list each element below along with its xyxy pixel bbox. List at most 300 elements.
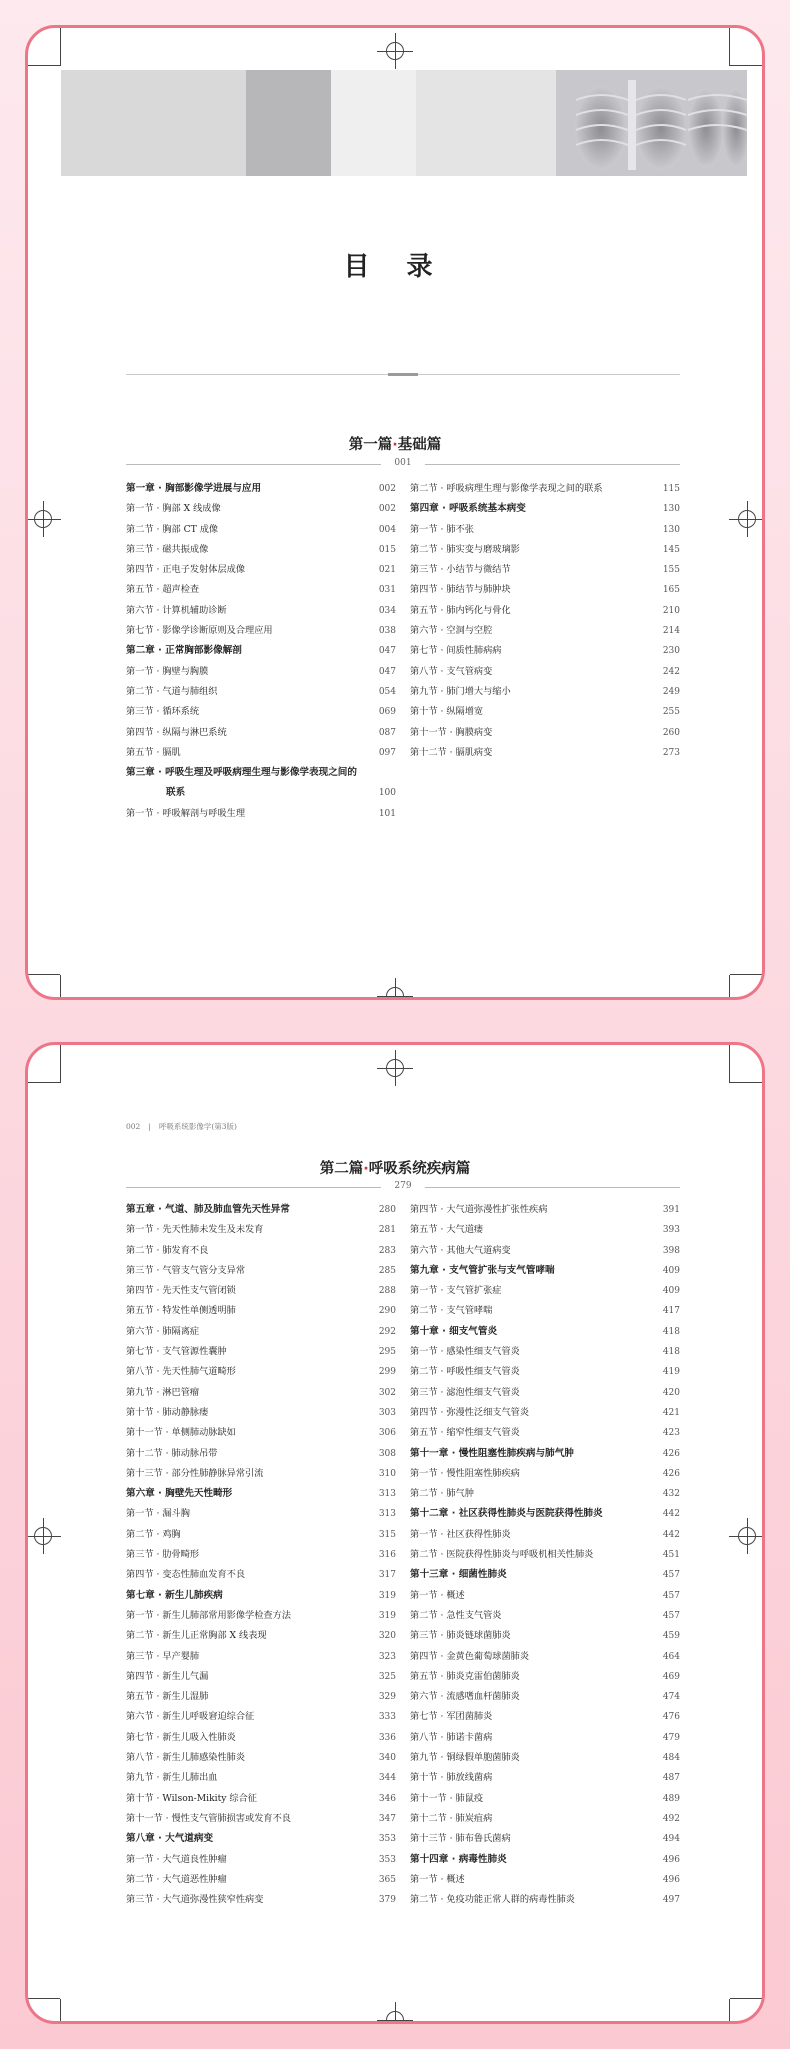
toc-section-entry[interactable] bbox=[126, 804, 396, 824]
entry-title: 第十二节 · 膈肌病变 bbox=[410, 746, 493, 758]
toc-chapter-entry[interactable] bbox=[410, 1504, 680, 1524]
toc-chapter-entry[interactable] bbox=[410, 1565, 680, 1585]
entry-page-number: 031 bbox=[378, 585, 396, 596]
entry-page-number: 214 bbox=[662, 626, 680, 637]
entry-title: 第五章 · 气道、肺及肺血管先天性异常 bbox=[126, 1204, 290, 1215]
toc-chapter-entry[interactable] bbox=[126, 479, 396, 499]
crop-mark bbox=[729, 975, 730, 997]
entry-title: 第四节 · 肺结节与肺肿块 bbox=[410, 584, 511, 596]
running-head-page: 002 bbox=[126, 1122, 141, 1131]
toc-section-entry[interactable] bbox=[126, 1890, 396, 1910]
toc-section-entry[interactable] bbox=[410, 580, 680, 600]
toc-section-entry[interactable] bbox=[126, 1728, 396, 1748]
toc-section-entry[interactable] bbox=[126, 1322, 396, 1342]
toc-section-entry[interactable] bbox=[410, 1200, 680, 1220]
entry-title: 第六节 · 肺隔离症 bbox=[126, 1325, 200, 1337]
entry-title: 第二节 · 呼吸性细支气管炎 bbox=[410, 1366, 520, 1378]
toc-section-entry[interactable] bbox=[410, 1667, 680, 1687]
entry-title: 第九节 · 淋巴管瘤 bbox=[126, 1386, 200, 1398]
banner-block bbox=[416, 70, 556, 176]
entry-title: 第九章 · 支气管扩张与支气管哮喘 bbox=[410, 1264, 555, 1276]
entry-title: 第十一章 · 慢性阻塞性肺疾病与肺气肿 bbox=[410, 1447, 574, 1459]
entry-page-number: 323 bbox=[378, 1651, 396, 1662]
toc-section-entry[interactable] bbox=[126, 1403, 396, 1423]
entry-title: 第一节 · 概述 bbox=[410, 1873, 465, 1885]
entry-title: 第六章 · 胸壁先天性畸形 bbox=[126, 1488, 233, 1500]
entry-title: 第二节 · 肺气肿 bbox=[410, 1488, 474, 1500]
part-dot: · bbox=[392, 437, 398, 453]
toc-chapter-entry[interactable] bbox=[126, 763, 396, 783]
title-divider-accent bbox=[388, 373, 418, 376]
entry-title: 第二节 · 急性支气管炎 bbox=[410, 1609, 502, 1621]
entry-title: 第四节 · 变态性肺血发育不良 bbox=[126, 1569, 246, 1581]
entry-title: 第一节 · 概述 bbox=[410, 1589, 465, 1601]
toc-section-entry[interactable] bbox=[126, 560, 396, 580]
part-label: 第二篇 bbox=[319, 1161, 364, 1177]
entry-page-number: 426 bbox=[662, 1468, 680, 1479]
entry-page-number: 379 bbox=[378, 1895, 396, 1906]
entry-page-number: 316 bbox=[378, 1550, 396, 1561]
toc-chapter-entry[interactable] bbox=[126, 641, 396, 661]
entry-title: 第四节 · 金黄色葡萄球菌肺炎 bbox=[410, 1650, 530, 1662]
toc-page-1 bbox=[25, 25, 765, 1000]
toc-section-entry[interactable] bbox=[410, 743, 680, 763]
entry-page-number: 230 bbox=[662, 646, 680, 657]
entry-page-number: 145 bbox=[662, 544, 680, 555]
part-page-number: 279 bbox=[394, 1181, 412, 1191]
toc-section-entry[interactable] bbox=[126, 1687, 396, 1707]
entry-title: 第十章 · 细支气管炎 bbox=[410, 1325, 498, 1337]
part-name: 基础篇 bbox=[397, 437, 442, 453]
toc-section-entry[interactable] bbox=[126, 1809, 396, 1829]
entry-title: 第六节 · 新生儿呼吸窘迫综合征 bbox=[126, 1711, 255, 1723]
toc-section-entry[interactable] bbox=[126, 1606, 396, 1626]
entry-page-number: 459 bbox=[662, 1631, 680, 1642]
toc-section-entry[interactable] bbox=[126, 1525, 396, 1545]
banner-block bbox=[331, 70, 416, 176]
crop-mark bbox=[60, 1999, 61, 2021]
toc-section-entry[interactable] bbox=[126, 1504, 396, 1524]
entry-title: 第九节 · 铜绿假单胞菌肺炎 bbox=[410, 1752, 520, 1764]
entry-title: 第十节 · 肺放线菌病 bbox=[410, 1772, 493, 1784]
toc-page-2 bbox=[25, 1042, 765, 2024]
toc-section-entry[interactable] bbox=[410, 1647, 680, 1667]
toc-section-entry[interactable] bbox=[126, 1748, 396, 1768]
entry-page-number: 398 bbox=[662, 1245, 680, 1256]
toc-chapter-entry[interactable] bbox=[410, 1850, 680, 1870]
entry-page-number: 336 bbox=[378, 1732, 396, 1743]
entry-page-number: 242 bbox=[662, 666, 680, 677]
entry-page-number: 155 bbox=[662, 565, 680, 576]
entry-title: 第九节 · 新生儿肺出血 bbox=[126, 1772, 218, 1784]
entry-page-number: 047 bbox=[378, 646, 396, 657]
entry-page-number: 310 bbox=[378, 1468, 396, 1479]
entry-title: 第二节 · 胸部 CT 成像 bbox=[126, 523, 219, 535]
entry-page-number: 281 bbox=[378, 1225, 396, 1236]
entry-title: 第十节 · 纵隔增宽 bbox=[410, 706, 484, 718]
registration-mark-icon bbox=[34, 510, 52, 528]
toc-section-entry[interactable] bbox=[126, 682, 396, 702]
crop-mark bbox=[28, 1082, 60, 1083]
entry-title: 第六节 · 流感嗜血杆菌肺炎 bbox=[410, 1691, 520, 1703]
entry-title: 第二节 · 免疫功能正常人群的病毒性肺炎 bbox=[410, 1894, 575, 1906]
toc-section-entry[interactable] bbox=[410, 662, 680, 682]
toc-column-left bbox=[126, 479, 396, 824]
entry-page-number: 409 bbox=[662, 1265, 680, 1276]
toc-section-entry[interactable] bbox=[126, 1362, 396, 1382]
registration-mark-icon bbox=[738, 510, 756, 528]
toc-section-entry[interactable] bbox=[126, 1281, 396, 1301]
entry-title: 第五节 · 特发性单侧透明肺 bbox=[126, 1305, 236, 1317]
entry-title: 第十二节 · 肺动脉吊带 bbox=[126, 1447, 218, 1459]
toc-section-entry[interactable] bbox=[126, 1667, 396, 1687]
entry-title: 第八节 · 新生儿肺感染性肺炎 bbox=[126, 1752, 246, 1764]
toc-section-entry[interactable] bbox=[410, 1748, 680, 1768]
toc-section-entry[interactable] bbox=[410, 1525, 680, 1545]
crop-mark bbox=[730, 65, 762, 66]
crop-mark bbox=[730, 1082, 762, 1083]
toc-section-entry[interactable] bbox=[410, 1220, 680, 1240]
entry-page-number: 047 bbox=[378, 666, 396, 677]
toc-section-entry[interactable] bbox=[126, 1383, 396, 1403]
entry-title: 第二节 · 鸡胸 bbox=[126, 1528, 181, 1540]
entry-page-number: 494 bbox=[662, 1834, 680, 1845]
toc-section-entry[interactable] bbox=[126, 499, 396, 519]
toc-chapter-entry[interactable] bbox=[126, 1586, 396, 1606]
entry-title: 第六节 · 计算机辅助诊断 bbox=[126, 604, 227, 616]
toc-section-entry[interactable] bbox=[410, 621, 680, 641]
toc-section-entry[interactable] bbox=[410, 1301, 680, 1321]
entry-title: 第二节 · 肺发育不良 bbox=[126, 1244, 209, 1256]
entry-page-number: 260 bbox=[662, 727, 680, 738]
entry-page-number: 101 bbox=[378, 808, 396, 819]
toc-section-entry[interactable] bbox=[126, 1565, 396, 1585]
toc-section-entry[interactable] bbox=[126, 580, 396, 600]
toc-section-entry[interactable] bbox=[410, 1890, 680, 1910]
entry-page-number: 034 bbox=[378, 605, 396, 616]
entry-page-number: 484 bbox=[662, 1753, 680, 1764]
entry-title: 第四节 · 先天性支气管闭锁 bbox=[126, 1285, 236, 1297]
toc-section-entry[interactable] bbox=[410, 1707, 680, 1727]
entry-page-number: 315 bbox=[378, 1529, 396, 1540]
registration-mark-icon bbox=[34, 1527, 52, 1545]
entry-page-number: 100 bbox=[378, 788, 396, 799]
toc-section-entry[interactable] bbox=[410, 601, 680, 621]
toc-section-entry[interactable] bbox=[410, 702, 680, 722]
toc-section-entry[interactable] bbox=[410, 540, 680, 560]
toc-section-entry[interactable] bbox=[126, 1423, 396, 1443]
entry-page-number: 115 bbox=[662, 484, 680, 494]
registration-mark-icon bbox=[738, 1527, 756, 1545]
entry-page-number: 353 bbox=[378, 1854, 396, 1865]
entry-page-number: 393 bbox=[662, 1225, 680, 1236]
toc-section-entry[interactable] bbox=[410, 682, 680, 702]
registration-mark-icon bbox=[386, 42, 404, 60]
entry-title: 第二节 · 大气道恶性肿瘤 bbox=[126, 1873, 227, 1885]
entry-title: 第二节 · 新生儿正常胸部 X 线表现 bbox=[126, 1630, 267, 1642]
toc-section-entry[interactable] bbox=[126, 1870, 396, 1890]
banner-block bbox=[61, 70, 246, 176]
toc-section-entry[interactable] bbox=[126, 1444, 396, 1464]
entry-title: 第一节 · 胸部 X 线成像 bbox=[126, 503, 221, 515]
entry-page-number: 457 bbox=[662, 1610, 680, 1621]
toc-section-entry[interactable] bbox=[410, 1789, 680, 1809]
toc-section-entry[interactable] bbox=[126, 723, 396, 743]
toc-section-entry[interactable] bbox=[410, 1829, 680, 1849]
entry-title: 第八节 · 支气管病变 bbox=[410, 665, 493, 677]
entry-page-number: 487 bbox=[662, 1773, 680, 1784]
entry-page-number: 423 bbox=[662, 1428, 680, 1439]
entry-title: 第一章 · 胸部影像学进展与应用 bbox=[126, 483, 262, 494]
entry-title: 第八节 · 先天性肺气道畸形 bbox=[126, 1366, 236, 1378]
entry-title: 第三章 · 呼吸生理及呼吸病理生理与影像学表现之间的 bbox=[126, 767, 357, 779]
entry-page-number: 476 bbox=[662, 1712, 680, 1723]
toc-section-entry[interactable] bbox=[410, 1423, 680, 1443]
part-dot: · bbox=[363, 1161, 369, 1177]
entry-title: 第五节 · 大气道瘘 bbox=[410, 1224, 484, 1236]
toc-section-entry[interactable] bbox=[126, 1220, 396, 1240]
entry-title: 第一节 · 胸壁与胸膜 bbox=[126, 665, 209, 677]
entry-page-number: 319 bbox=[378, 1590, 396, 1601]
entry-title: 第七节 · 新生儿吸入性肺炎 bbox=[126, 1731, 236, 1743]
part-title bbox=[28, 1157, 762, 1178]
toc-section-entry[interactable] bbox=[410, 1342, 680, 1362]
toc-section-entry[interactable] bbox=[126, 702, 396, 722]
entry-page-number: 319 bbox=[378, 1610, 396, 1621]
toc-section-entry[interactable] bbox=[410, 1586, 680, 1606]
part-divider bbox=[126, 1187, 381, 1188]
toc-section-entry[interactable] bbox=[410, 1362, 680, 1382]
toc-section-entry[interactable] bbox=[126, 1301, 396, 1321]
entry-title: 第三节 · 早产婴肺 bbox=[126, 1650, 200, 1662]
toc-section-entry[interactable] bbox=[126, 662, 396, 682]
running-head bbox=[126, 1121, 245, 1132]
entry-title: 第七章 · 新生儿肺疾病 bbox=[126, 1589, 223, 1601]
entry-title: 第十一节 · 慢性支气管肺损害或发育不良 bbox=[126, 1812, 291, 1824]
entry-title: 第三节 · 循环系统 bbox=[126, 706, 200, 718]
toc-section-entry[interactable] bbox=[126, 1789, 396, 1809]
toc-chapter-entry[interactable] bbox=[410, 1444, 680, 1464]
toc-section-entry[interactable] bbox=[410, 1241, 680, 1261]
entry-title: 第三节 · 滤泡性细支气管炎 bbox=[410, 1386, 520, 1398]
entry-page-number: 165 bbox=[662, 585, 680, 596]
entry-page-number: 038 bbox=[378, 626, 396, 637]
toc-section-entry[interactable] bbox=[126, 1850, 396, 1870]
entry-page-number: 313 bbox=[378, 1489, 396, 1500]
entry-page-number: 457 bbox=[662, 1590, 680, 1601]
entry-title: 第五节 · 缩窄性细支气管炎 bbox=[410, 1427, 520, 1439]
entry-page-number: 210 bbox=[662, 605, 680, 616]
entry-title: 第五节 · 新生儿湿肺 bbox=[126, 1691, 209, 1703]
entry-title: 第三节 · 大气道弥漫性狭窄性病变 bbox=[126, 1894, 264, 1906]
entry-page-number: 479 bbox=[662, 1732, 680, 1743]
toc-chapter-entry[interactable] bbox=[410, 1261, 680, 1281]
entry-page-number: 464 bbox=[662, 1651, 680, 1662]
toc-section-entry[interactable] bbox=[126, 540, 396, 560]
entry-page-number: 346 bbox=[378, 1793, 396, 1804]
toc-section-entry[interactable] bbox=[410, 1484, 680, 1504]
toc-section-entry[interactable] bbox=[126, 1261, 396, 1281]
toc-section-entry[interactable] bbox=[410, 1768, 680, 1788]
entry-page-number: 457 bbox=[662, 1570, 680, 1581]
entry-page-number: 492 bbox=[662, 1813, 680, 1824]
toc-section-entry[interactable] bbox=[410, 1464, 680, 1484]
entry-page-number: 496 bbox=[662, 1874, 680, 1885]
entry-page-number: 432 bbox=[662, 1489, 680, 1500]
crop-mark bbox=[60, 1045, 61, 1083]
entry-page-number: 097 bbox=[378, 747, 396, 758]
entry-title: 第六节 · 空洞与空腔 bbox=[410, 625, 493, 637]
toc-section-entry[interactable] bbox=[410, 479, 680, 499]
entry-page-number: 333 bbox=[378, 1712, 396, 1723]
part-divider bbox=[425, 1187, 680, 1188]
entry-title: 第四节 · 正电子发射体层成像 bbox=[126, 564, 246, 576]
page-title: 目 录 bbox=[343, 252, 447, 282]
entry-title: 第二节 · 支气管哮喘 bbox=[410, 1305, 493, 1317]
entry-title: 第一节 · 慢性阻塞性肺疾病 bbox=[410, 1467, 520, 1479]
chest-xray-image bbox=[556, 70, 747, 176]
toc-section-entry[interactable] bbox=[410, 1687, 680, 1707]
toc-section-entry[interactable] bbox=[410, 1728, 680, 1748]
toc-section-entry[interactable] bbox=[126, 1464, 396, 1484]
entry-title: 联系 bbox=[166, 787, 186, 799]
entry-page-number: 004 bbox=[378, 524, 396, 535]
entry-title: 第六节 · 其他大气道病变 bbox=[410, 1244, 511, 1256]
toc-section-entry[interactable] bbox=[410, 641, 680, 661]
toc-section-entry[interactable] bbox=[410, 1545, 680, 1565]
toc-section-entry[interactable] bbox=[126, 1342, 396, 1362]
entry-title: 第五节 · 肺炎克雷伯菌肺炎 bbox=[410, 1670, 520, 1682]
entry-title: 第二节 · 气道与肺组织 bbox=[126, 685, 218, 697]
toc-section-entry[interactable] bbox=[126, 1707, 396, 1727]
entry-title: 第五节 · 超声检查 bbox=[126, 584, 200, 596]
crop-mark bbox=[729, 28, 730, 66]
entry-title: 第十三章 · 细菌性肺炎 bbox=[410, 1569, 507, 1581]
entry-page-number: 344 bbox=[378, 1773, 396, 1784]
entry-page-number: 285 bbox=[378, 1265, 396, 1276]
toc-section-entry[interactable] bbox=[126, 1647, 396, 1667]
toc-section-entry[interactable] bbox=[126, 520, 396, 540]
crop-mark bbox=[730, 974, 762, 975]
entry-page-number: 320 bbox=[378, 1631, 396, 1642]
entry-page-number: 288 bbox=[378, 1286, 396, 1297]
part-page-number: 001 bbox=[394, 458, 412, 468]
entry-title: 第三节 · 气管支气管分支异常 bbox=[126, 1264, 246, 1276]
entry-title: 第八节 · 肺诺卡菌病 bbox=[410, 1731, 493, 1743]
entry-title: 第一节 · 感染性细支气管炎 bbox=[410, 1346, 520, 1358]
toc-section-entry[interactable] bbox=[410, 723, 680, 743]
entry-page-number: 496 bbox=[662, 1854, 680, 1865]
toc-section-entry[interactable] bbox=[410, 1281, 680, 1301]
entry-page-number: 002 bbox=[378, 484, 396, 494]
entry-title: 第四节 · 弥漫性泛细支气管炎 bbox=[410, 1406, 530, 1418]
entry-page-number: 295 bbox=[378, 1347, 396, 1358]
part-label: 第一篇 bbox=[348, 437, 393, 453]
toc-section-entry[interactable] bbox=[126, 601, 396, 621]
toc-section-entry[interactable] bbox=[126, 743, 396, 763]
entry-title: 第三节 · 小结节与微结节 bbox=[410, 564, 511, 576]
entry-page-number: 365 bbox=[378, 1874, 396, 1885]
toc-section-entry[interactable] bbox=[410, 1383, 680, 1403]
part-divider bbox=[126, 464, 381, 465]
toc-section-entry[interactable] bbox=[126, 1626, 396, 1646]
entry-page-number: 290 bbox=[378, 1306, 396, 1317]
toc-section-entry[interactable] bbox=[126, 1241, 396, 1261]
toc-chapter-entry[interactable] bbox=[126, 1829, 396, 1849]
entry-page-number: 317 bbox=[378, 1570, 396, 1581]
toc-section-entry[interactable] bbox=[126, 621, 396, 641]
crop-mark bbox=[729, 1045, 730, 1083]
crop-mark bbox=[28, 65, 60, 66]
entry-page-number: 002 bbox=[378, 504, 396, 515]
entry-title: 第一节 · 社区获得性肺炎 bbox=[410, 1528, 511, 1540]
entry-title: 第七节 · 影像学诊断原则及合理应用 bbox=[126, 625, 273, 637]
entry-page-number: 420 bbox=[662, 1387, 680, 1398]
entry-page-number: 283 bbox=[378, 1245, 396, 1256]
toc-chapter-entry[interactable] bbox=[410, 499, 680, 519]
entry-page-number: 292 bbox=[378, 1326, 396, 1337]
entry-page-number: 130 bbox=[662, 504, 680, 515]
entry-title: 第一节 · 呼吸解剖与呼吸生理 bbox=[126, 807, 246, 819]
toc-section-entry[interactable] bbox=[410, 1403, 680, 1423]
entry-page-number: 069 bbox=[378, 707, 396, 718]
toc-section-entry[interactable] bbox=[410, 1870, 680, 1890]
toc-section-entry[interactable] bbox=[410, 560, 680, 580]
registration-mark-icon bbox=[386, 2011, 404, 2024]
toc-section-entry[interactable] bbox=[410, 1626, 680, 1646]
entry-page-number: 421 bbox=[662, 1407, 680, 1418]
entry-page-number: 418 bbox=[662, 1347, 680, 1358]
entry-title: 第七节 · 军团菌肺炎 bbox=[410, 1711, 493, 1723]
entry-title: 第一节 · 大气道良性肿瘤 bbox=[126, 1853, 227, 1865]
entry-title: 第二节 · 呼吸病理生理与影像学表现之间的联系 bbox=[410, 483, 603, 494]
toc-section-entry[interactable] bbox=[410, 520, 680, 540]
entry-title: 第十一节 · 胸膜病变 bbox=[410, 726, 493, 738]
toc-chapter-entry[interactable] bbox=[126, 783, 396, 803]
toc-chapter-entry[interactable] bbox=[410, 1322, 680, 1342]
entry-title: 第五节 · 肺内钙化与骨化 bbox=[410, 604, 511, 616]
toc-section-entry[interactable] bbox=[126, 1768, 396, 1788]
entry-page-number: 329 bbox=[378, 1692, 396, 1703]
entry-page-number: 442 bbox=[662, 1529, 680, 1540]
toc-chapter-entry[interactable] bbox=[126, 1200, 396, 1220]
entry-page-number: 474 bbox=[662, 1692, 680, 1703]
part-name: 呼吸系统疾病篇 bbox=[368, 1161, 471, 1177]
toc-section-entry[interactable] bbox=[410, 1809, 680, 1829]
entry-page-number: 391 bbox=[662, 1205, 680, 1215]
entry-page-number: 303 bbox=[378, 1407, 396, 1418]
crop-mark bbox=[28, 1998, 60, 1999]
registration-mark-icon bbox=[386, 1059, 404, 1077]
entry-title: 第十四章 · 病毒性肺炎 bbox=[410, 1853, 507, 1865]
toc-column-right bbox=[410, 479, 680, 763]
header-banner bbox=[61, 70, 747, 176]
entry-page-number: 306 bbox=[378, 1428, 396, 1439]
entry-title: 第四章 · 呼吸系统基本病变 bbox=[410, 503, 526, 515]
entry-page-number: 353 bbox=[378, 1834, 396, 1845]
entry-page-number: 451 bbox=[662, 1550, 680, 1561]
entry-title: 第八章 · 大气道病变 bbox=[126, 1833, 214, 1845]
toc-section-entry[interactable] bbox=[410, 1606, 680, 1626]
entry-page-number: 442 bbox=[662, 1509, 680, 1520]
entry-page-number: 418 bbox=[662, 1326, 680, 1337]
toc-section-entry[interactable] bbox=[126, 1545, 396, 1565]
entry-page-number: 419 bbox=[662, 1367, 680, 1378]
entry-page-number: 497 bbox=[662, 1895, 680, 1906]
entry-title: 第三节 · 肺炎链球菌肺炎 bbox=[410, 1630, 511, 1642]
entry-title: 第三节 · 磁共振成像 bbox=[126, 543, 209, 555]
toc-chapter-entry[interactable] bbox=[126, 1484, 396, 1504]
